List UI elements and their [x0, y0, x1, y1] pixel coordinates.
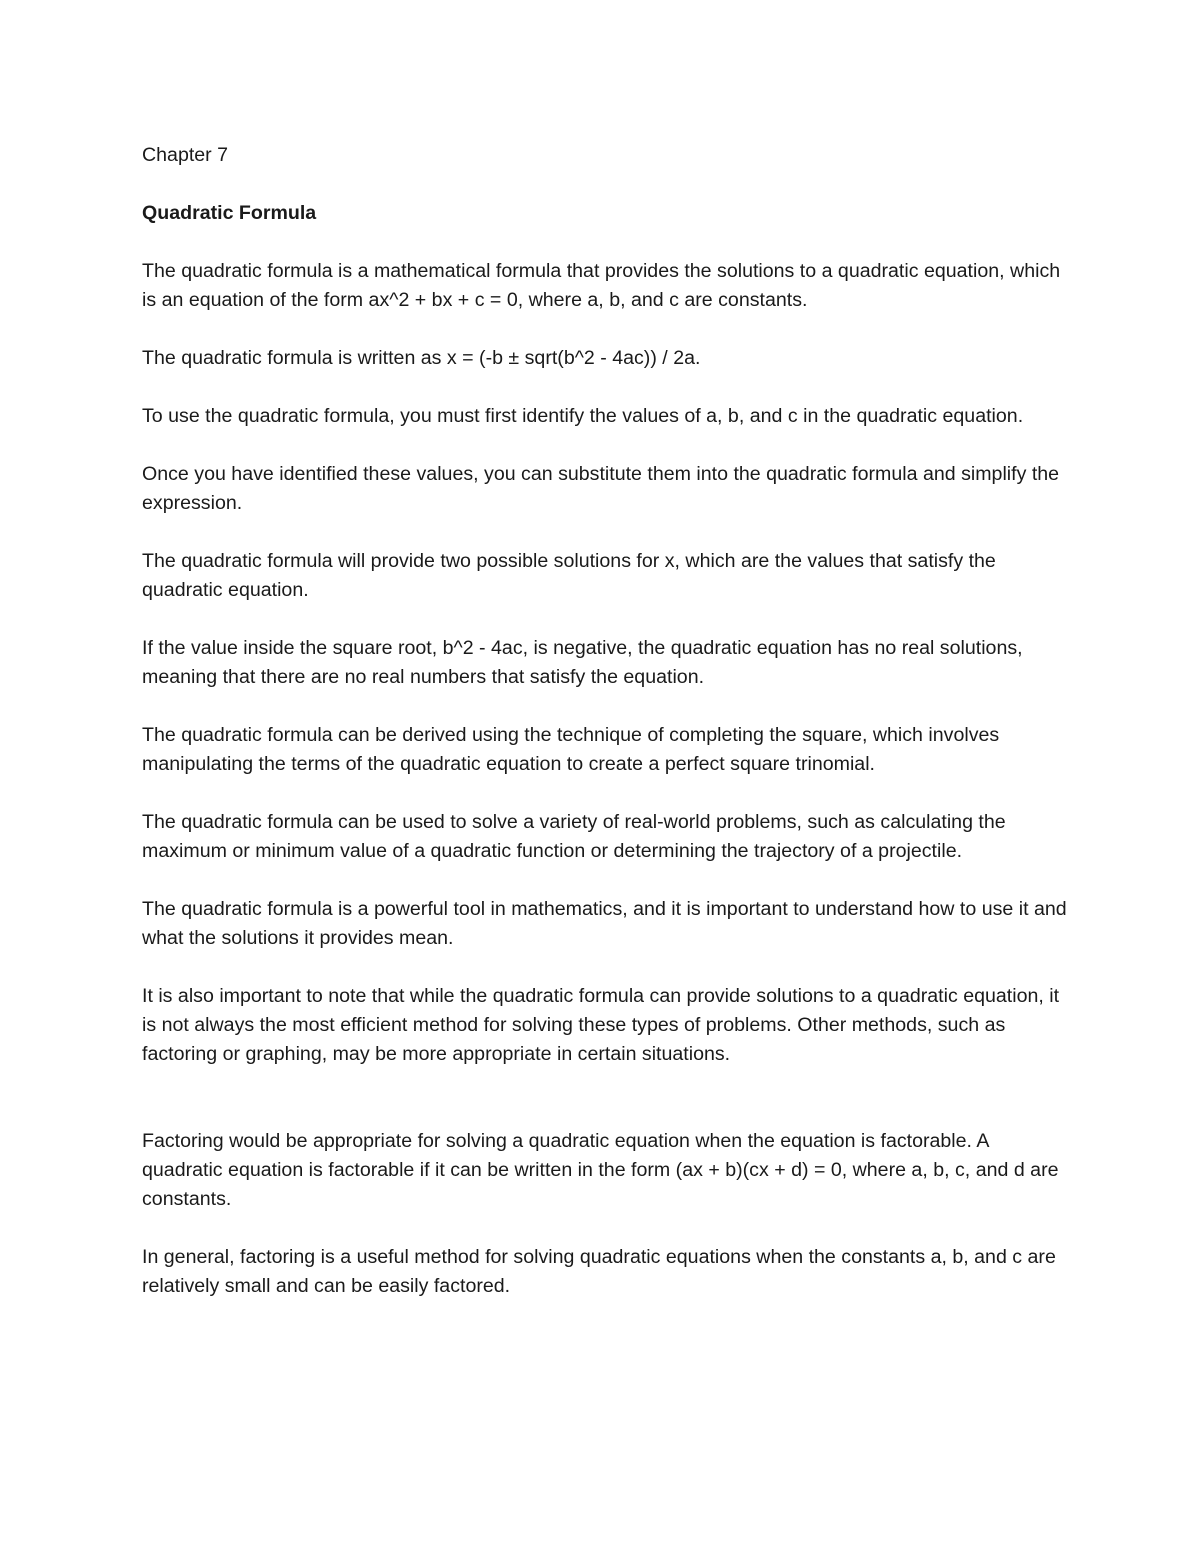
paragraph: The quadratic formula is a powerful tool in mathematics, and it is important to understand how to use it and what the solutions it provides mean. — [142, 898, 1067, 949]
paragraph: The quadratic formula is written as x = (-b ± sqrt(b^2 - 4ac)) / 2a. — [142, 347, 701, 369]
paragraph: If the value inside the square root, b^2 - 4ac, is negative, the quadratic equation has no real solutions, meaning that there are no real numbers that satisfy the equation. — [142, 637, 1023, 688]
paragraph: The quadratic formula will provide two possible solutions for x, which are the values that satisfy the quadratic equation. — [142, 550, 996, 601]
section-heading: Quadratic Formula — [142, 202, 317, 224]
paragraph: The quadratic formula can be used to solve a variety of real-world problems, such as calculating the maximum or minimum value of a quadratic function or determining the trajectory of a projectile. — [142, 811, 1006, 862]
paragraph: To use the quadratic formula, you must first identify the values of a, b, and c in the quadratic equation. — [142, 405, 1024, 427]
paragraph: In general, factoring is a useful method for solving quadratic equations when the constants a, b, and c are relatively small and can be easily factored. — [142, 1246, 1056, 1297]
document-body — [142, 141, 1072, 1330]
paragraph: It is also important to note that while the quadratic formula can provide solutions to a quadratic equation, it is not always the most efficient method for solving these types of problems. Other methods, such as factoring or graphing, may be more appropriate in certain situations. — [142, 985, 1060, 1065]
paragraph: The quadratic formula can be derived using the technique of completing the square, which involves manipulating the terms of the quadratic equation to create a perfect square trinomial. — [142, 724, 1000, 775]
paragraph: Factoring would be appropriate for solving a quadratic equation when the equation is factorable. A quadratic equation is factorable if it can be written in the form (ax + b)(cx + d) = 0, where a, b, c, and d are constants. — [142, 1130, 1059, 1210]
paragraph: The quadratic formula is a mathematical formula that provides the solutions to a quadratic equation, which is an equation of the form ax^2 + bx + c = 0, where a, b, and c are constants. — [142, 260, 1061, 311]
paragraph: Once you have identified these values, you can substitute them into the quadratic formula and simplify the expression. — [142, 463, 1060, 514]
chapter-label: Chapter 7 — [142, 144, 229, 166]
